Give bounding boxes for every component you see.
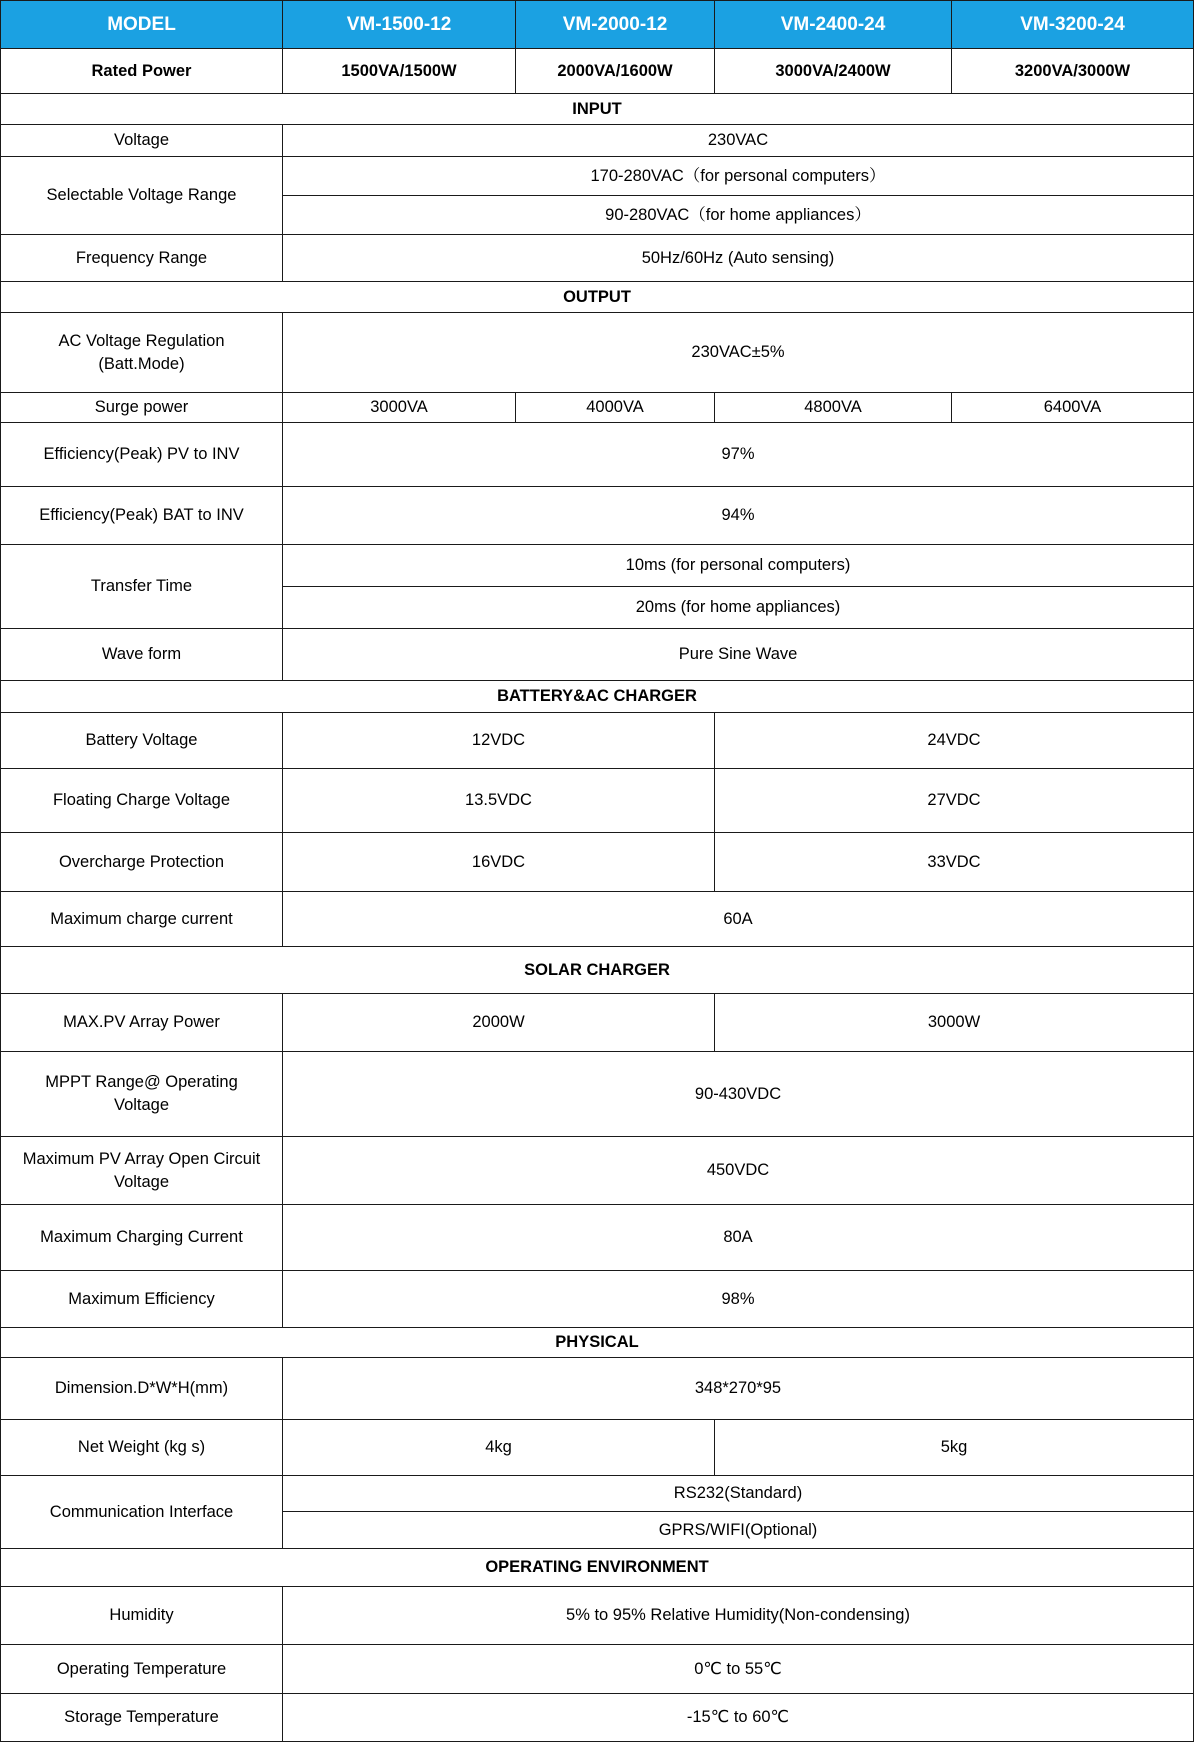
cell-value: 5% to 95% Relative Humidity(Non-condensing) — [283, 1587, 1194, 1645]
cell-value: 4kg — [283, 1420, 715, 1476]
cell-value: 2000VA/1600W — [516, 49, 715, 94]
row-label — [1, 1052, 283, 1137]
frequency-row — [1, 235, 1194, 282]
pv-power-row — [1, 994, 1194, 1052]
op-temp-row — [1, 1645, 1194, 1694]
row-label: Rated Power — [1, 49, 283, 94]
section-row — [1, 94, 1194, 125]
header-row — [1, 1, 1194, 49]
cell-value: 33VDC — [715, 833, 1194, 892]
cell-value: 450VDC — [283, 1137, 1194, 1205]
cell-value: 4800VA — [715, 393, 952, 423]
cell-value: 230VAC — [283, 125, 1194, 157]
eff-pv-row — [1, 423, 1194, 487]
row-label: Maximum Efficiency — [1, 1271, 283, 1328]
row-label: Communication Interface — [1, 1476, 283, 1549]
cell-value: 3000W — [715, 994, 1194, 1052]
row-label: Selectable Voltage Range — [1, 157, 283, 235]
row-label: Humidity — [1, 1587, 283, 1645]
overcharge-row — [1, 833, 1194, 892]
surge-row — [1, 393, 1194, 423]
cell-value: 13.5VDC — [283, 769, 715, 833]
storage-temp-row — [1, 1694, 1194, 1742]
charging-current-row — [1, 1205, 1194, 1271]
section-row — [1, 282, 1194, 313]
row-label: Efficiency(Peak) PV to INV — [1, 423, 283, 487]
cell-value: 90-280VAC（for home appliances） — [283, 196, 1194, 235]
section-title-physical: PHYSICAL — [1, 1328, 1194, 1358]
cell-value: 3000VA/2400W — [715, 49, 952, 94]
cell-value: 24VDC — [715, 713, 1194, 769]
row-label: Transfer Time — [1, 545, 283, 629]
cell-value: 27VDC — [715, 769, 1194, 833]
open-circuit-row — [1, 1137, 1194, 1205]
row-label: Storage Temperature — [1, 1694, 283, 1742]
cell-value: 60A — [283, 892, 1194, 947]
cell-value: 0℃ to 55℃ — [283, 1645, 1194, 1694]
model-vm-2000-12: VM-2000-12 — [516, 1, 715, 49]
section-row — [1, 1549, 1194, 1587]
row-label-line: Voltage — [113, 1096, 170, 1114]
battery-voltage-row — [1, 713, 1194, 769]
section-row — [1, 947, 1194, 994]
voltage-row — [1, 125, 1194, 157]
comm-row — [1, 1476, 1194, 1512]
cell-value: Pure Sine Wave — [283, 629, 1194, 681]
row-label-line: AC Voltage Regulation — [58, 331, 225, 350]
cell-value: 80A — [283, 1205, 1194, 1271]
mppt-row — [1, 1052, 1194, 1137]
max-efficiency-row — [1, 1271, 1194, 1328]
row-label: Maximum charge current — [1, 892, 283, 947]
cell-value: 16VDC — [283, 833, 715, 892]
model-label: MODEL — [1, 1, 283, 49]
row-label-line: MPPT Range@ Operating — [45, 1073, 238, 1091]
cell-value: 170-280VAC（for personal computers） — [283, 157, 1194, 196]
float-voltage-row — [1, 769, 1194, 833]
section-row — [1, 681, 1194, 713]
cell-value: 3000VA — [283, 393, 516, 423]
cell-value: 94% — [283, 487, 1194, 545]
ac-regulation-row — [1, 313, 1194, 393]
model-vm-1500-12: VM-1500-12 — [283, 1, 516, 49]
rated-power-row — [1, 49, 1194, 94]
cell-value: RS232(Standard) — [283, 1476, 1194, 1512]
max-charge-current-row — [1, 892, 1194, 947]
section-row — [1, 1328, 1194, 1358]
row-label: Frequency Range — [1, 235, 283, 282]
cell-value: 4000VA — [516, 393, 715, 423]
row-label — [1, 313, 283, 393]
row-label: Battery Voltage — [1, 713, 283, 769]
cell-value: 97% — [283, 423, 1194, 487]
cell-value: 348*270*95 — [283, 1358, 1194, 1420]
cell-value: 90-430VDC — [283, 1052, 1194, 1137]
weight-row — [1, 1420, 1194, 1476]
section-title-environment: OPERATING ENVIRONMENT — [1, 1549, 1194, 1587]
row-label: Maximum Charging Current — [1, 1205, 283, 1271]
row-label: Wave form — [1, 629, 283, 681]
humidity-row — [1, 1587, 1194, 1645]
cell-value: 10ms (for personal computers) — [283, 545, 1194, 587]
row-label: Net Weight (kg s) — [1, 1420, 283, 1476]
row-label: Operating Temperature — [1, 1645, 283, 1694]
section-title-input: INPUT — [1, 94, 1194, 125]
row-label: Floating Charge Voltage — [1, 769, 283, 833]
row-label-line: (Batt.Mode) — [98, 354, 185, 373]
cell-value: 5kg — [715, 1420, 1194, 1476]
cell-value: 12VDC — [283, 713, 715, 769]
row-label-line: Maximum PV Array Open Circuit — [22, 1149, 261, 1168]
eff-bat-row — [1, 487, 1194, 545]
cell-value: 1500VA/1500W — [283, 49, 516, 94]
row-label: Surge power — [1, 393, 283, 423]
cell-value: 230VAC±5% — [283, 313, 1194, 393]
row-label: Dimension.D*W*H(mm) — [1, 1358, 283, 1420]
row-label-line: Voltage — [113, 1172, 170, 1191]
cell-value: 6400VA — [952, 393, 1194, 423]
model-vm-3200-24: VM-3200-24 — [952, 1, 1194, 49]
cell-value: 2000W — [283, 994, 715, 1052]
row-label — [1, 1137, 283, 1205]
row-label: Overcharge Protection — [1, 833, 283, 892]
cell-value: 20ms (for home appliances) — [283, 587, 1194, 629]
dimension-row — [1, 1358, 1194, 1420]
cell-value: 98% — [283, 1271, 1194, 1328]
cell-value: GPRS/WIFI(Optional) — [283, 1512, 1194, 1549]
voltage-range-row — [1, 157, 1194, 196]
row-label: MAX.PV Array Power — [1, 994, 283, 1052]
section-title-output: OUTPUT — [1, 282, 1194, 313]
section-title-solar: SOLAR CHARGER — [1, 947, 1194, 994]
cell-value: 50Hz/60Hz (Auto sensing) — [283, 235, 1194, 282]
cell-value: 3200VA/3000W — [952, 49, 1194, 94]
waveform-row — [1, 629, 1194, 681]
transfer-row — [1, 545, 1194, 587]
row-label: Voltage — [1, 125, 283, 157]
model-vm-2400-24: VM-2400-24 — [715, 1, 952, 49]
row-label: Efficiency(Peak) BAT to INV — [1, 487, 283, 545]
section-title-battery: BATTERY&AC CHARGER — [1, 681, 1194, 713]
cell-value: -15℃ to 60℃ — [283, 1694, 1194, 1742]
